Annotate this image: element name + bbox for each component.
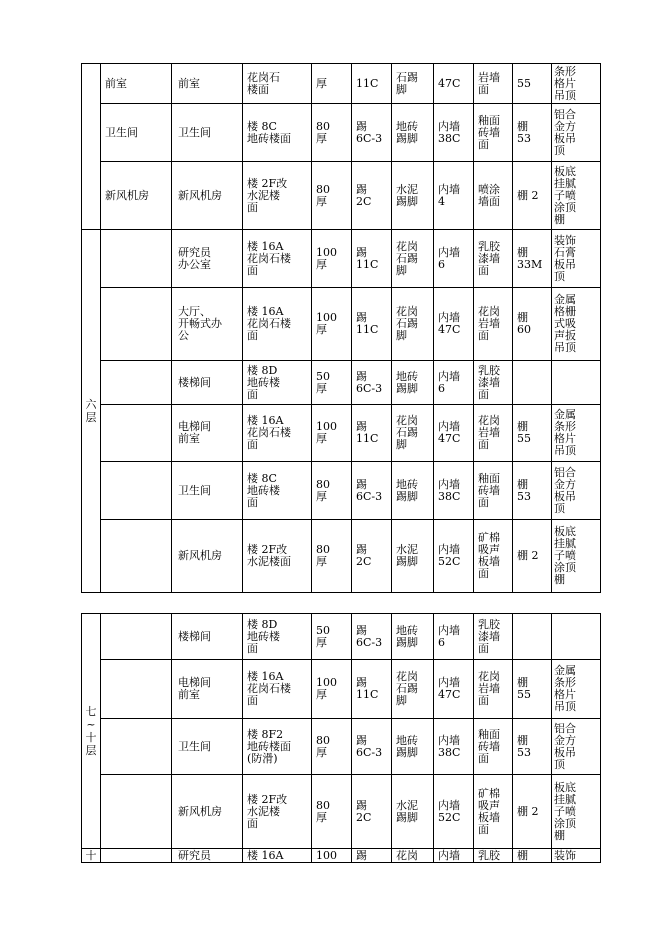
wall-code-cell: 内墙 52C	[434, 775, 474, 849]
thickness-cell: 100 厚	[312, 405, 352, 462]
wall-finish-cell: 釉面 砖墙 面	[474, 462, 513, 520]
room-cell	[101, 462, 172, 520]
wall-code-cell: 内墙 47C	[434, 405, 474, 462]
table-row	[82, 849, 601, 863]
floor-finish-cell: 楼 8C 地砖楼 面	[243, 462, 312, 520]
floor-finish-cell: 楼 2F改 水泥楼 面	[243, 775, 312, 849]
room-name-cell: 卫生间	[172, 104, 243, 162]
ceiling-finish-cell: 金属 条形 格片 吊顶	[552, 660, 601, 719]
skirting-material-cell: 花岗 石踢 脚	[392, 288, 434, 361]
room-name-cell: 楼梯间	[172, 614, 243, 660]
ceiling-finish-cell	[552, 614, 601, 660]
thickness-cell: 50 厚	[312, 361, 352, 405]
wall-finish-cell: 釉面 砖墙 面	[474, 104, 513, 162]
thickness-cell: 80 厚	[312, 520, 352, 593]
room-cell: 新风机房	[101, 162, 172, 230]
skirting-code-cell: 踢 6C-3	[352, 104, 392, 162]
skirting-code-cell: 踢 11C	[352, 288, 392, 361]
ceiling-code-cell: 棚 2	[513, 520, 552, 593]
table-row	[82, 361, 601, 405]
skirting-code-cell: 踢 11C	[352, 405, 392, 462]
table-row	[82, 719, 601, 775]
skirting-material-cell: 水泥 踢脚	[392, 162, 434, 230]
floor-finish-cell: 楼 16A 花岗石楼 面	[243, 230, 312, 288]
table-row	[82, 162, 601, 230]
skirting-code-cell: 踢	[352, 849, 392, 863]
ceiling-code-cell: 棚	[513, 849, 552, 863]
floor-finish-cell: 楼 8C 地砖楼面	[243, 104, 312, 162]
skirting-material-cell: 水泥 踢脚	[392, 520, 434, 593]
ceiling-finish-cell: 板底 挂腻 子喷 涂顶 棚	[552, 520, 601, 593]
skirting-code-cell: 11C	[352, 64, 392, 104]
floor-finish-cell: 花岗石 楼面	[243, 64, 312, 104]
table-row	[82, 462, 601, 520]
table-row	[82, 775, 601, 849]
room-name-cell: 新风机房	[172, 775, 243, 849]
skirting-material-cell: 地砖 踢脚	[392, 614, 434, 660]
floor-finish-cell: 楼 8F2 地砖楼面 (防滑)	[243, 719, 312, 775]
ceiling-finish-cell: 铝合 金方 板吊 顶	[552, 462, 601, 520]
thickness-cell: 100	[312, 849, 352, 863]
skirting-code-cell: 踢 6C-3	[352, 462, 392, 520]
thickness-cell: 厚	[312, 64, 352, 104]
floor-label-cell: 十	[82, 849, 101, 863]
ceiling-finish-cell	[552, 361, 601, 405]
ceiling-code-cell	[513, 614, 552, 660]
room-cell	[101, 719, 172, 775]
room-name-cell: 大厅、 开畅式办 公	[172, 288, 243, 361]
wall-code-cell: 内墙 4	[434, 162, 474, 230]
wall-finish-cell: 乳胶 漆墙 面	[474, 361, 513, 405]
skirting-code-cell: 踢 2C	[352, 520, 392, 593]
wall-code-cell: 47C	[434, 64, 474, 104]
floor-finish-cell: 楼 2F改 水泥楼 面	[243, 162, 312, 230]
room-cell	[101, 405, 172, 462]
table-row	[82, 288, 601, 361]
wall-code-cell: 内墙 47C	[434, 660, 474, 719]
ceiling-finish-cell: 板底 挂腻 子喷 涂顶 棚	[552, 775, 601, 849]
thickness-cell: 50 厚	[312, 614, 352, 660]
table-row	[82, 405, 601, 462]
room-cell	[101, 849, 172, 863]
thickness-cell: 100 厚	[312, 230, 352, 288]
room-cell: 卫生间	[101, 104, 172, 162]
room-cell	[101, 288, 172, 361]
skirting-code-cell: 踢 11C	[352, 660, 392, 719]
room-name-cell: 卫生间	[172, 719, 243, 775]
wall-code-cell: 内墙 6	[434, 361, 474, 405]
floor-finish-cell: 楼 16A 花岗石楼 面	[243, 405, 312, 462]
ceiling-code-cell: 棚 55	[513, 660, 552, 719]
skirting-material-cell: 花岗	[392, 849, 434, 863]
table-row	[82, 614, 601, 660]
skirting-material-cell: 花岗 石踢 脚	[392, 405, 434, 462]
room-name-cell: 前室	[172, 64, 243, 104]
skirting-material-cell: 花岗 石踢 脚	[392, 230, 434, 288]
wall-finish-cell: 喷涂 墙面	[474, 162, 513, 230]
ceiling-finish-cell: 装饰 石膏 板吊 顶	[552, 230, 601, 288]
ceiling-code-cell: 棚 53	[513, 462, 552, 520]
room-name-cell: 新风机房	[172, 520, 243, 593]
skirting-material-cell: 地砖 踢脚	[392, 361, 434, 405]
table-row	[82, 64, 601, 104]
thickness-cell: 80 厚	[312, 775, 352, 849]
thickness-cell: 80 厚	[312, 104, 352, 162]
ceiling-finish-cell: 金属 条形 格片 吊顶	[552, 405, 601, 462]
floor-label-cell	[82, 64, 101, 230]
ceiling-code-cell: 棚 33M	[513, 230, 552, 288]
wall-code-cell: 内墙 52C	[434, 520, 474, 593]
skirting-material-cell: 地砖 踢脚	[392, 462, 434, 520]
wall-finish-cell: 矿棉 吸声 板墙 面	[474, 775, 513, 849]
ceiling-code-cell: 棚 53	[513, 104, 552, 162]
ceiling-code-cell: 棚 53	[513, 719, 552, 775]
room-cell	[101, 614, 172, 660]
ceiling-code-cell: 55	[513, 64, 552, 104]
floor-finish-cell: 楼 2F改 水泥楼面	[243, 520, 312, 593]
skirting-material-cell: 地砖 踢脚	[392, 719, 434, 775]
skirting-material-cell: 水泥 踢脚	[392, 775, 434, 849]
floor-label-cell	[82, 614, 101, 849]
room-name-cell: 电梯间 前室	[172, 405, 243, 462]
floor-finish-cell: 楼 16A 花岗石楼 面	[243, 660, 312, 719]
ceiling-code-cell: 棚 2	[513, 775, 552, 849]
wall-finish-cell: 乳胶 漆墙 面	[474, 230, 513, 288]
wall-finish-cell: 釉面 砖墙 面	[474, 719, 513, 775]
skirting-code-cell: 踢 2C	[352, 775, 392, 849]
table-row	[82, 230, 601, 288]
skirting-code-cell: 踢 2C	[352, 162, 392, 230]
room-name-cell: 研究员 办公室	[172, 230, 243, 288]
ceiling-code-cell: 棚 2	[513, 162, 552, 230]
skirting-material-cell: 花岗 石踢 脚	[392, 660, 434, 719]
thickness-cell: 80 厚	[312, 162, 352, 230]
room-cell	[101, 520, 172, 593]
skirting-code-cell: 踢 6C-3	[352, 361, 392, 405]
room-name-cell: 新风机房	[172, 162, 243, 230]
ceiling-code-cell	[513, 361, 552, 405]
wall-code-cell: 内墙 38C	[434, 719, 474, 775]
wall-code-cell: 内墙 38C	[434, 462, 474, 520]
finish-schedule-table-bottom	[81, 613, 601, 863]
ceiling-finish-cell: 铝合 金方 板吊 顶	[552, 104, 601, 162]
wall-code-cell: 内墙 6	[434, 614, 474, 660]
skirting-material-cell: 地砖 踢脚	[392, 104, 434, 162]
skirting-material-cell: 石踢 脚	[392, 64, 434, 104]
skirting-code-cell: 踢 6C-3	[352, 719, 392, 775]
wall-finish-cell: 乳胶	[474, 849, 513, 863]
wall-finish-cell: 岩墙 面	[474, 64, 513, 104]
floor-finish-cell: 楼 8D 地砖楼 面	[243, 361, 312, 405]
ceiling-finish-cell: 板底 挂腻 子喷 涂顶 棚	[552, 162, 601, 230]
wall-finish-cell: 花岗 岩墙 面	[474, 660, 513, 719]
table-row	[82, 520, 601, 593]
wall-finish-cell: 矿棉 吸声 板墙 面	[474, 520, 513, 593]
thickness-cell: 100 厚	[312, 660, 352, 719]
room-cell	[101, 230, 172, 288]
skirting-code-cell: 踢 6C-3	[352, 614, 392, 660]
wall-code-cell: 内墙 6	[434, 230, 474, 288]
room-cell	[101, 361, 172, 405]
room-cell	[101, 660, 172, 719]
ceiling-finish-cell: 装饰	[552, 849, 601, 863]
finish-schedule-table-top	[81, 63, 601, 593]
table-row	[82, 660, 601, 719]
floor-label: 六层	[85, 398, 97, 424]
floor-finish-cell: 楼 8D 地砖楼 面	[243, 614, 312, 660]
wall-code-cell: 内墙	[434, 849, 474, 863]
ceiling-finish-cell: 条形 格片 吊顶	[552, 64, 601, 104]
ceiling-finish-cell: 铝合 金方 板吊 顶	[552, 719, 601, 775]
ceiling-code-cell: 棚 55	[513, 405, 552, 462]
wall-finish-cell: 乳胶 漆墙 面	[474, 614, 513, 660]
floor-finish-cell: 楼 16A 花岗石楼 面	[243, 288, 312, 361]
thickness-cell: 80 厚	[312, 462, 352, 520]
room-cell: 前室	[101, 64, 172, 104]
room-cell	[101, 775, 172, 849]
room-name-cell: 电梯间 前室	[172, 660, 243, 719]
thickness-cell: 80 厚	[312, 719, 352, 775]
table-row	[82, 104, 601, 162]
room-name-cell: 卫生间	[172, 462, 243, 520]
wall-code-cell: 内墙 47C	[434, 288, 474, 361]
room-name-cell: 研究员	[172, 849, 243, 863]
floor-label-cell	[82, 230, 101, 593]
wall-finish-cell: 花岗 岩墙 面	[474, 405, 513, 462]
ceiling-finish-cell: 金属 格栅 式吸 声扳 吊顶	[552, 288, 601, 361]
wall-finish-cell: 花岗 岩墙 面	[474, 288, 513, 361]
thickness-cell: 100 厚	[312, 288, 352, 361]
floor-finish-cell: 楼 16A	[243, 849, 312, 863]
room-name-cell: 楼梯间	[172, 361, 243, 405]
floor-label: 七~十层	[85, 705, 97, 757]
wall-code-cell: 内墙 38C	[434, 104, 474, 162]
ceiling-code-cell: 棚 60	[513, 288, 552, 361]
skirting-code-cell: 踢 11C	[352, 230, 392, 288]
